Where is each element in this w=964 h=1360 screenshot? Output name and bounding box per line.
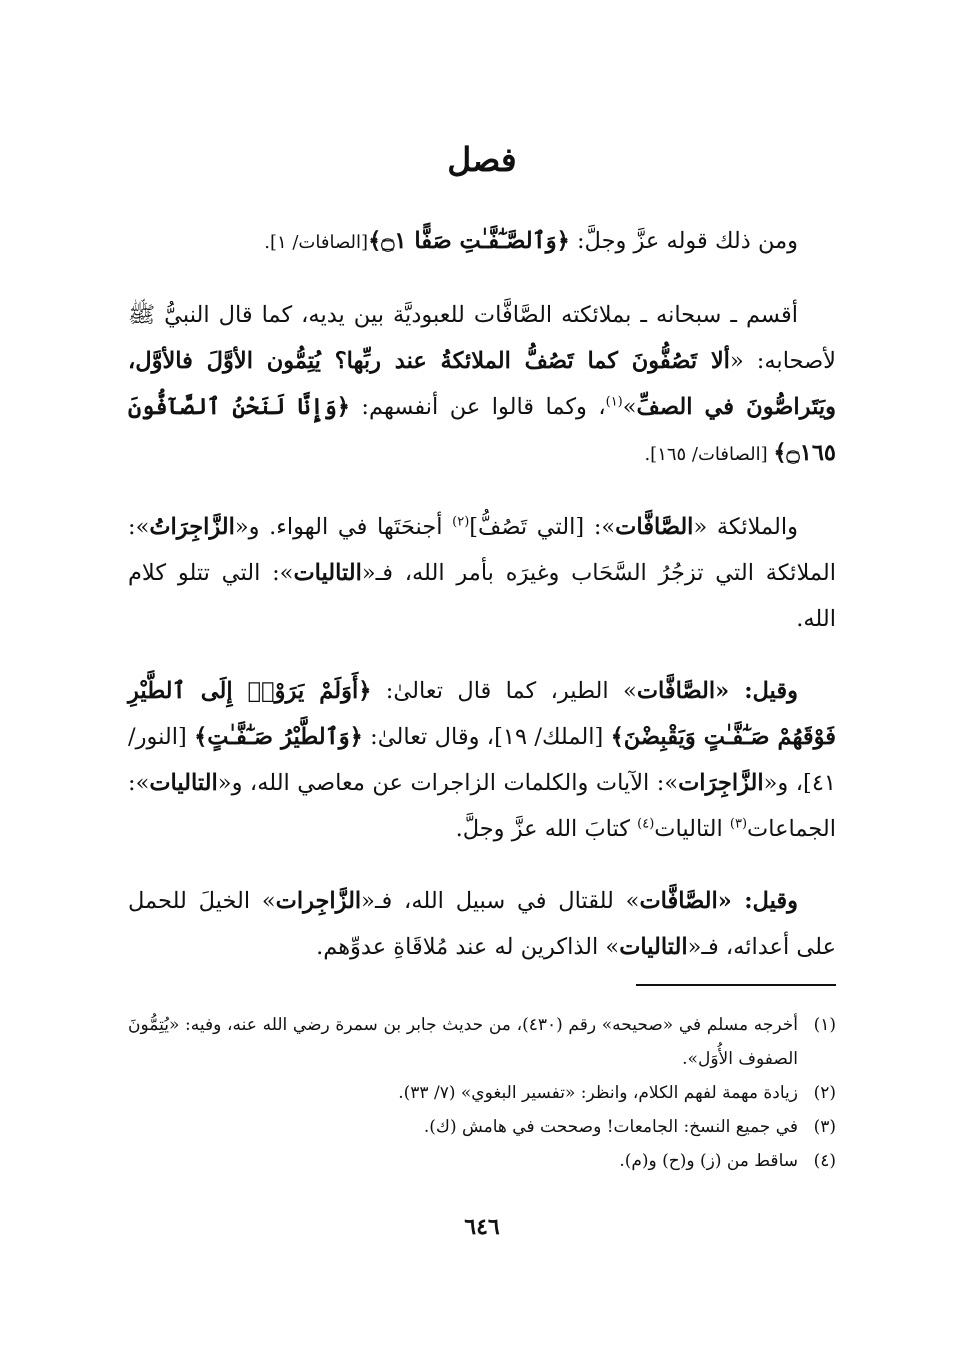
footnote: [128, 1076, 836, 1110]
emphasis-text: الصَّافَّات: [639, 888, 718, 914]
emphasis-text: الزَّاجِرَاتُ: [149, 514, 235, 540]
footnote-text: في جميع النسخ: الجامعات! وصححت في هامش (ك).: [423, 1117, 798, 1137]
text-run: التاليات: [654, 816, 730, 842]
text-run: أقسم ـ سبحانه ـ بملائكته الصَّافَّات للعبوديَّة بين يديه، كما قال النبيُّ ﷺ لأصحابه: «: [128, 302, 837, 374]
text-run: كتابَ الله عزَّ وجلَّ.: [455, 816, 638, 842]
emphasis-text: ألا تَصُفُّونَ كما تَصُفُّ الملائكةُ عند ربِّها؟ يُتِمُّون الأوَّلَ فالأوَّل، ويَتَراصُّونَ في الصفِّ: [128, 348, 837, 420]
paragraph: [128, 504, 836, 642]
text-run: [النور/ ٤١]، و«: [128, 724, 836, 796]
emphasis-text: الصَّافَّات: [615, 514, 694, 540]
text-run: ومن ذلك قوله عزَّ وجلَّ:: [569, 228, 798, 254]
footnote-text: زيادة مهمة لفهم الكلام، وانظر: «تفسير البغوي» (٧/ ٣٣).: [398, 1083, 798, 1103]
text-run: »: [622, 394, 637, 420]
paragraph: [128, 878, 836, 970]
text-run: »: الآيات والكلمات الزاجرات عن معاصي الله، و«: [217, 770, 679, 796]
footnote-number: (٤): [813, 1151, 836, 1171]
emphasis-text: الصَّافَّات: [636, 678, 716, 704]
emphasis-text: الزَّاجِرات: [275, 888, 362, 914]
text-run: » الطير، كما قال تعالىٰ:: [371, 678, 637, 704]
paragraph: [128, 218, 836, 266]
verse-reference: [الصافات/ ١].: [264, 232, 369, 253]
emphasis-text: التاليات: [293, 560, 362, 586]
text-run: أجنحَتَها في الهواء. و«: [234, 514, 453, 540]
emphasis-text: وقيل: «: [717, 888, 798, 914]
footnote-marker: (٣): [729, 816, 748, 832]
main-text: [128, 218, 836, 996]
footnote-number: (٣): [813, 1117, 836, 1137]
text-run: » الذاكرين له عند مُلاقَاةِ عدوِّهم.: [316, 934, 620, 960]
footnote: [128, 1110, 836, 1144]
text-run: ، وكما قالوا عن أنفسهم:: [349, 394, 606, 420]
verse-reference: [الصافات/ ١٦٥].: [644, 444, 774, 465]
quran-verse: ﴿وَٱلصَّـٰٓفَّـٰتِ صَفًّا ۝١﴾: [368, 228, 570, 254]
text-run: [الملك/ ١٩]، وقال تعالىٰ:: [362, 724, 611, 750]
emphasis-text: التاليات: [619, 934, 688, 960]
paragraph: [128, 668, 836, 852]
quran-verse: ﴿وَٱلطَّيْرُ صَـٰٓفَّـٰتٍ﴾: [194, 724, 363, 750]
section-title: فصل: [447, 140, 517, 179]
quran-verse: ﴿أَوَلَمْ يَرَوْا۟ إِلَى ٱلطَّيْرِ فَوْقَهُمْ صَـٰٓفَّـٰتٍ وَيَقْبِضْنَ﴾: [128, 678, 836, 750]
paragraph: [128, 292, 836, 478]
footnote-text: ساقط من (ز) و(ح) و(م).: [619, 1151, 798, 1171]
footnote-separator: [636, 984, 836, 986]
footnote-marker: (١): [605, 394, 623, 410]
footnote-number: (١): [813, 1015, 836, 1035]
text-run: » الخيلَ للحمل على أعدائه، فـ«: [128, 888, 836, 960]
footnote: [128, 1008, 836, 1076]
emphasis-text: التاليات: [149, 770, 218, 796]
footnote-marker: (٢): [452, 514, 470, 530]
text-run: »: الجماعات: [128, 770, 836, 842]
footnote-text: أخرجه مسلم في «صحيحه» رقم (٤٣٠)، من حديث جابر بن سمرة رضي الله عنه، وفيه: «يُتِمُّونَ الصفوف الأُوَل».: [128, 1015, 798, 1069]
footnote-number: (٢): [813, 1083, 836, 1103]
text-run: والملائكة «: [693, 514, 799, 540]
text-run: » للقتال في سبيل الله، فـ«: [361, 888, 640, 914]
emphasis-text: الزَّاجِرَات: [678, 770, 764, 796]
text-run: »: التي تتلو كلام الله.: [128, 560, 836, 632]
footnote-marker: (٤): [637, 816, 655, 832]
text-run: »: الملائكة التي تزجُرُ السَّحَاب وغيرَه بأمر الله، فـ«: [128, 514, 836, 586]
footnotes: [128, 1008, 836, 1178]
text-run: »: [التي تَصُفُّ]: [469, 514, 616, 540]
quran-verse: ﴿وَإِنَّا لَنَحْنُ ٱلصَّآفُّونَ ۝١٦٥﴾: [128, 394, 836, 466]
footnote: [128, 1144, 836, 1178]
page-number: ٦٤٦: [464, 1214, 500, 1240]
emphasis-text: وقيل: «: [715, 678, 798, 704]
